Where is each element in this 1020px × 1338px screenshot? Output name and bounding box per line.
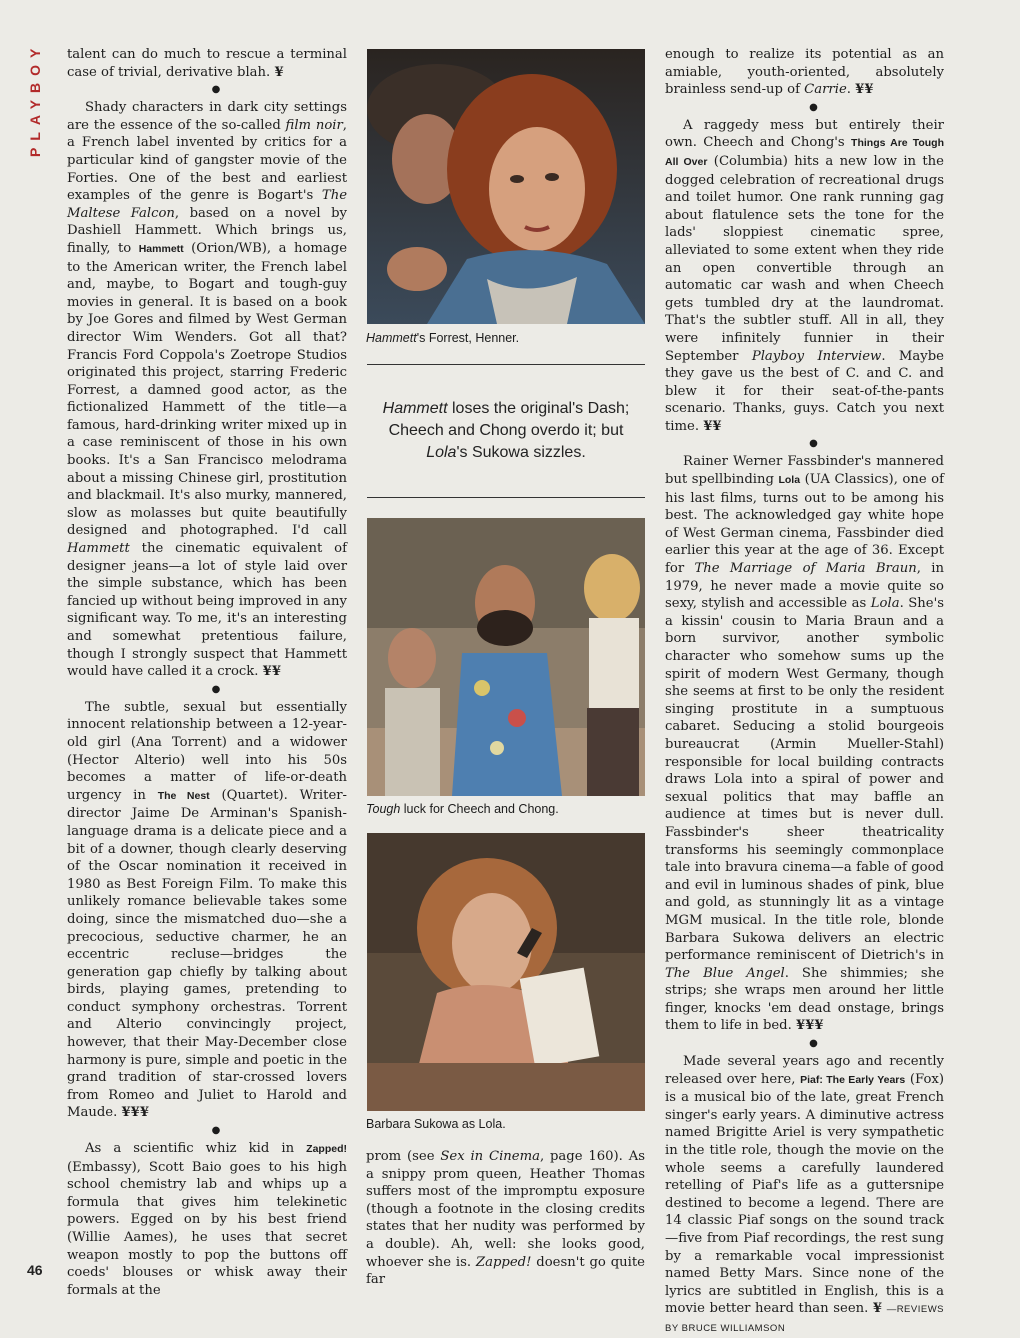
page-number: 46 [27, 1262, 43, 1278]
review-the-nest: The subtle, sexual but essentially innocent relationship between a 12-year-old girl (Ana Torrent) and a widower (Hector Alterio) well into his 50s becomes a matter of life-or-death urgency in The Nest (Quartet). Writer-director Jaime De Arminan's Spanish-language drama is a delicate piece and a bit of a downer, though clearly deserving of the Oscar nomination it received in 1980 as Best Foreign Film. To make this unlikely romance believable takes some doing, since the mismatched duo—she a precocious, seductive charmer, he an eccentric recluse—bridges the generation gap chiefly by talking about birds, playing games, pretending to conduct symphony orchestras. Torrent and Alterio convincingly project, however, that their May-December close harmony is pure, simple and poetic in the grand tradition of star-crossed lovers from Romeo and Juliet to Harold and Maude. ¥¥¥ [67, 699, 348, 1121]
bullet-separator: ● [809, 1038, 818, 1050]
rule-top [367, 364, 645, 365]
rule-bottom [367, 497, 645, 498]
review-lola: Rainer Werner Fassbinder's mannered but spellbinding Lola (UA Classics), one of his last films, turns out to be among his best. The acknowledged gay white hope of West German cinema, Fassbinder died earlier this year at the age of 36. Except for The Marriage of Maria Braun, in 1979, he never made a movie quite so sexy, stylish and accessible as Lola. She's a kissin' cousin to Maria Braun and a born survivor, another symbolic character who somehow sums up the spirit of modern West Germany, though she seems at first to be only the resident singing prostitute in a sumptuous cabaret. Seducing a stolid bourgeois bureaucrat (Armin Mueller-Stahl) responsible for local building contracts draws Lola into a spiral of power and sexual politics that may baffle an audience at times but is never dull. Fassbinder's sheer theatricality transforms his seemingly commonplace tale into bravura cinema—a fable of good and evil in luminous shades of pink, blue and gold, as stunningly lit as a vintage MGM musical. In the title role, blonde Barbara Sukowa delivers an electric performance reminiscent of Dietrich's in The Blue Angel. She shimmies; she strips; she wraps men around her little finger, knocks 'em dead onstage, brings them to life in bed. ¥¥¥ [665, 454, 944, 1034]
review-hammett: Shady characters in dark city settings are the essence of the so-called film noir, a French label invented by critics for a particular kind of gangster movie of the Forties. One of the best and earliest examples of the genre is Bogart's The Maltese Falcon, based on a novel by Dashiell Hammett. Which brings us, finally, to Hammett (Orion/WB), a homage to the American writer, the French label and, maybe, to Bogart and tough-guy movies in general. It is based on a book by Joe Gores and filmed by West German director Wim Wenders. Got all that? Francis Ford Coppola's Zoetrope Studios originated this project, starring Frederic Forrest, a damned good actor, as the fictionalized Hammett of the title—a famous, hard-drinking writer mixed up in a case reminiscent of those in his own books. It's a San Francisco melodrama about a missing Chinese girl, prostitution and blackmail. It's also murky, mannered, slow as molasses but quite beautifully designed and photographed. I'd call Hammett the cinematic equivalent of designer jeans—a lot of style laid over the simple substance, which has been fancied up without being improved in any significant way. To me, it's an interesting and somewhat pretentious failure, though I strongly suspect that Hammett would have called it a crock. ¥¥ [67, 100, 348, 680]
bullet-separator: ● [809, 101, 818, 113]
rating: ¥¥ [262, 664, 282, 680]
column-left [67, 46, 347, 1299]
bullet-separator: ● [211, 84, 221, 96]
paragraph: enough to realize its potential as an amiable, youth-oriented, absolutely brainless send-up of Carrie. ¥¥ [665, 47, 944, 98]
review-zapped: As a scientific whiz kid in Zapped! (Embassy), Scott Baio goes to his high school chemistry lab and whips up a formula that gives him telekinetic powers. Egged on by his best friend (Willie Aames), he uses that secret weapon mostly to pop the buttons off coeds' blouses or whisk away their formals at the [67, 1141, 347, 1298]
caption-hammett: Hammett's Forrest, Henner. [366, 331, 520, 345]
photo-cheech-chong [367, 518, 645, 796]
bullet-separator: ● [211, 683, 221, 695]
column-right [665, 46, 944, 1338]
caption-cheech-chong: Tough luck for Cheech and Chong. [366, 802, 559, 816]
byline: —REVIEWS BY BRUCE WILLIAMSON [665, 1304, 944, 1334]
bullet-separator: ● [211, 1125, 221, 1137]
rating: ¥ [872, 1301, 883, 1317]
paragraph: prom (see Sex in Cinema, page 160). As a snippy prom queen, Heather Thomas suffers most of the impromptu exposure (though a footnote in the closing credits states that her nudity was performed by a double). Ah, well: she looks good, whoever she is. Zapped! doesn't go quite far [366, 1149, 645, 1288]
paragraph: talent can do much to rescue a terminal case of trivial, derivative blah. ¥ [67, 47, 347, 80]
caption-lola: Barbara Sukowa as Lola. [366, 1117, 506, 1131]
column-middle-text [366, 1148, 645, 1289]
masthead: PLAYBOY [27, 42, 43, 158]
rating: ¥¥ [855, 82, 874, 98]
rating: ¥¥¥ [121, 1105, 150, 1121]
review-things-are-tough: A raggedy mess but entirely their own. Cheech and Chong's Things Are Tough All Over (Columbia) hits a new low in the dogged celebration of recreational drugs and toilet humor. One rank running gag about flatulence sets the tone for the lads' sloppiest cinematic spree, alleviated to some extent when they ride an open convertible through an automatic car wash and when Cheech gets tumbled dry at the laundromat. That's the subtler stuff. All in all, they were infinitely funnier in their September Playboy Interview. Maybe they gave us the best of C. and C. and blew it for their seat-of-the-pants scenario. Thanks, guys. Catch you next time. ¥¥ [665, 117, 944, 434]
pull-quote: Hammett loses the original's Dash; Cheech and Chong overdo it; but Lola's Sukowa sizzles. [382, 400, 630, 461]
review-piaf: Made several years ago and recently released over here, Piaf: The Early Years (Fox) is a musical bio of the late, great French singer's early years. A diminutive actress named Brigitte Ariel is very sympathetic in the title role, though the movie on the whole seems a carefully laundered retelling of Piaf's life as a guttersnipe destined to become a legend. There are 14 classic Piaf songs on the sound track—five from Piaf recordings, the rest sung by a remarkable vocal impressionist named Betty Mars. Since none of the lyrics are subtitled in English, this is a movie better heard than seen. ¥ —REVIEWS BY BRUCE WILLIAMSON [665, 1054, 944, 1334]
rating: ¥¥ [703, 418, 722, 434]
photo-hammett [367, 49, 645, 324]
rating: ¥¥¥ [796, 1018, 824, 1034]
bullet-separator: ● [809, 438, 818, 450]
rating: ¥ [274, 64, 284, 80]
photo-lola [367, 833, 645, 1111]
